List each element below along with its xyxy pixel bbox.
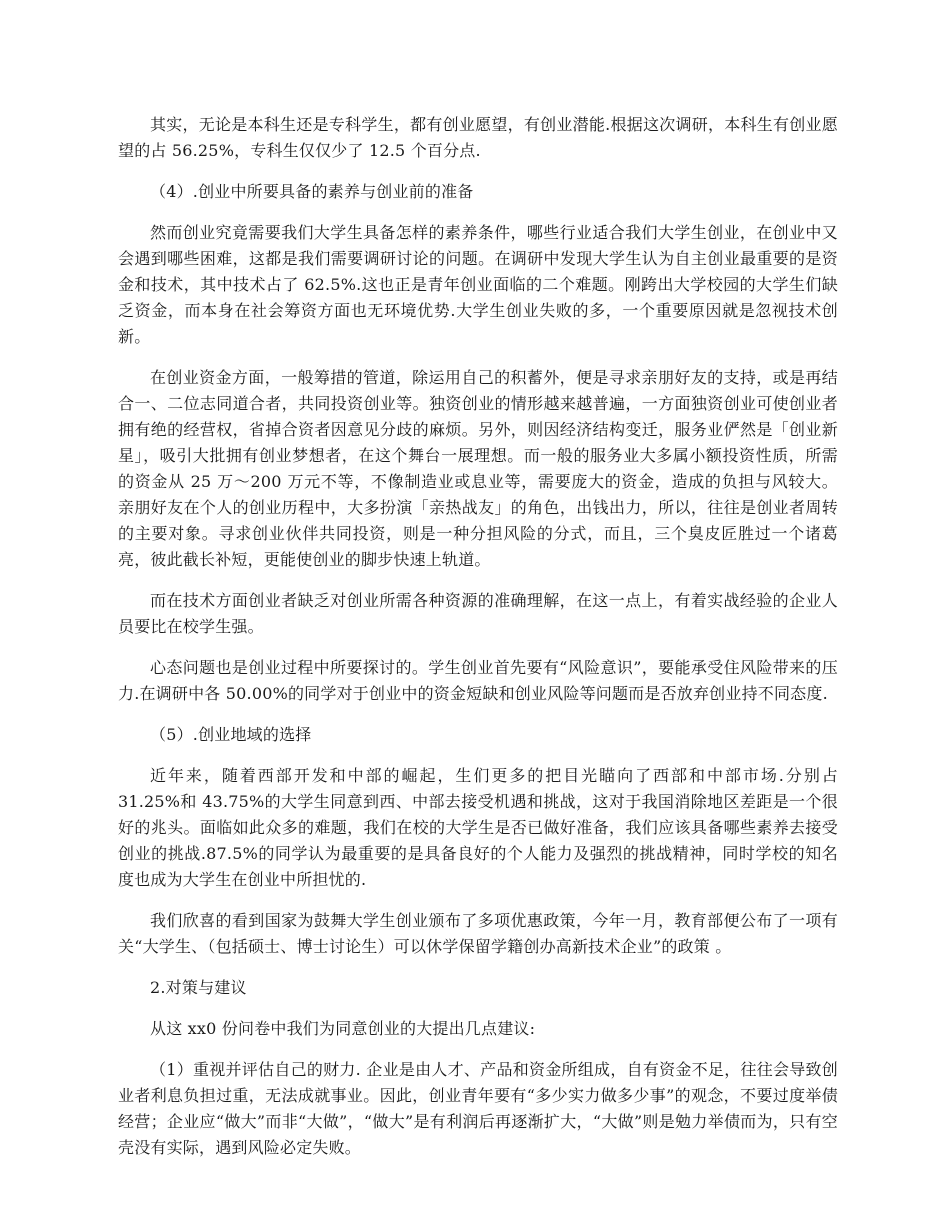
paragraph-policy: 我们欣喜的看到国家为鼓舞大学生创业颁布了多项优惠政策，今年一月，教育部便公布了一项有关“大学生、（包括硕士、博士讨论生）可以休学保留学籍创办高新技术企业”的政策 。 [118, 911, 838, 956]
paragraph-region: 近年来，随着西部开发和中部的崛起，生们更多的把目光瞄向了西部和中部市场.分别占 31.25%和 43.75%的大学生同意到西、中部去接受机遇和挑战，这对于我国消除地区差距是一个很好的兆头。面临如此众多的难题，我们在校的大学生是否已做好准备，我们应该具备哪些素养去接受创业的挑战.87.5%的同学认为最重要的是具备良好的个人能力及强烈的挑战精神，同时学校的知名度也成为大学生在创业中所担忧的. [118, 766, 838, 889]
paragraph-technology: 而在技术方面创业者缺乏对创业所需各种资源的准确理解，在这一点上，有着实战经验的企业人员要比在校学生强。 [118, 591, 838, 636]
paragraph-mindset: 心态问题也是创业过程中所要探讨的。学生创业首先要有“风险意识”，要能承受住风险带来的压力.在调研中各 50.00%的同学对于创业中的资金短缺和创业风险等问题而是否放弃创业持不同态度. [118, 658, 838, 703]
section-heading-4: （4）.创业中所要具备的素养与创业前的准备 [150, 182, 474, 201]
document-body [118, 112, 838, 1176]
paragraph-qualities: 然而创业究竟需要我们大学生具备怎样的素养条件，哪些行业适合我们大学生创业，在创业中又会遇到哪些困难，这都是我们需要调研讨论的问题。在调研中发现大学生认为自主创业最重要的是资金和技术，其中技术占了 62.5%.这也正是青年创业面临的二个难题。刚跨出大学校园的大学生们缺乏资金，而本身在社会筹资方面也无环境优势.大学生创业失败的多，一个重要原因就是忽视技术创新。 [118, 223, 838, 346]
section-heading-5: （5）.创业地域的选择 [150, 725, 312, 744]
paragraph-suggestion-1: （1）重视并评估自己的财力. 企业是由人才、产品和资金所组成，自有资金不足，往往会导致创业者利息负担过重，无法成就事业。因此，创业青年要有“多少实力做多少事”的观念，不要过度举债经营；企业应“做大”而非“大做”，“做大”是有利润后再逐渐扩大，“大做”则是勉力举债而为，只有空壳没有实际，遇到风险必定失败。 [118, 1060, 838, 1157]
paragraph-undergrad-vs-college: 其实，无论是本科生还是专科学生，都有创业愿望，有创业潜能.根据这次调研，本科生有创业愿望的占 56.25%，专科生仅仅少了 12.5 个百分点. [118, 115, 838, 160]
paragraph-survey-intro: 从这 xx0 份问卷中我们为同意创业的大提出几点建议: [150, 1019, 536, 1038]
paragraph-funding: 在创业资金方面，一般筹措的管道，除运用自己的积蓄外，便是寻求亲朋好友的支持，或是再结合一、二位志同道合者，共同投资创业等。独资创业的情形越来越普遍，一方面独资创业可使创业者拥有绝的经营权，省掉合资者因意见分歧的麻烦。另外，则因经济结构变迁，服务业俨然是「创业新星」，吸引大批拥有创业梦想者，在这个舞台一展理想。而一般的服务业大多属小额投资性质，所需的资金从 25 万～200 万元不等，不像制造业或息业等，需要庞大的资金，造成的负担与风较大。 亲朋好友在个人的创业历程中，大多扮演「亲热战友」的角色，出钱出力，所以，往往是创业者周转的主要对象。寻求创业伙伴共同投资，则是一种分担风险的分式，而且，三个臭皮匠胜过一个诸葛亮，彼此截长补短，更能使创业的脚步快速上轨道。 [118, 368, 838, 569]
section-heading-suggestions: 2.对策与建议 [150, 978, 247, 997]
